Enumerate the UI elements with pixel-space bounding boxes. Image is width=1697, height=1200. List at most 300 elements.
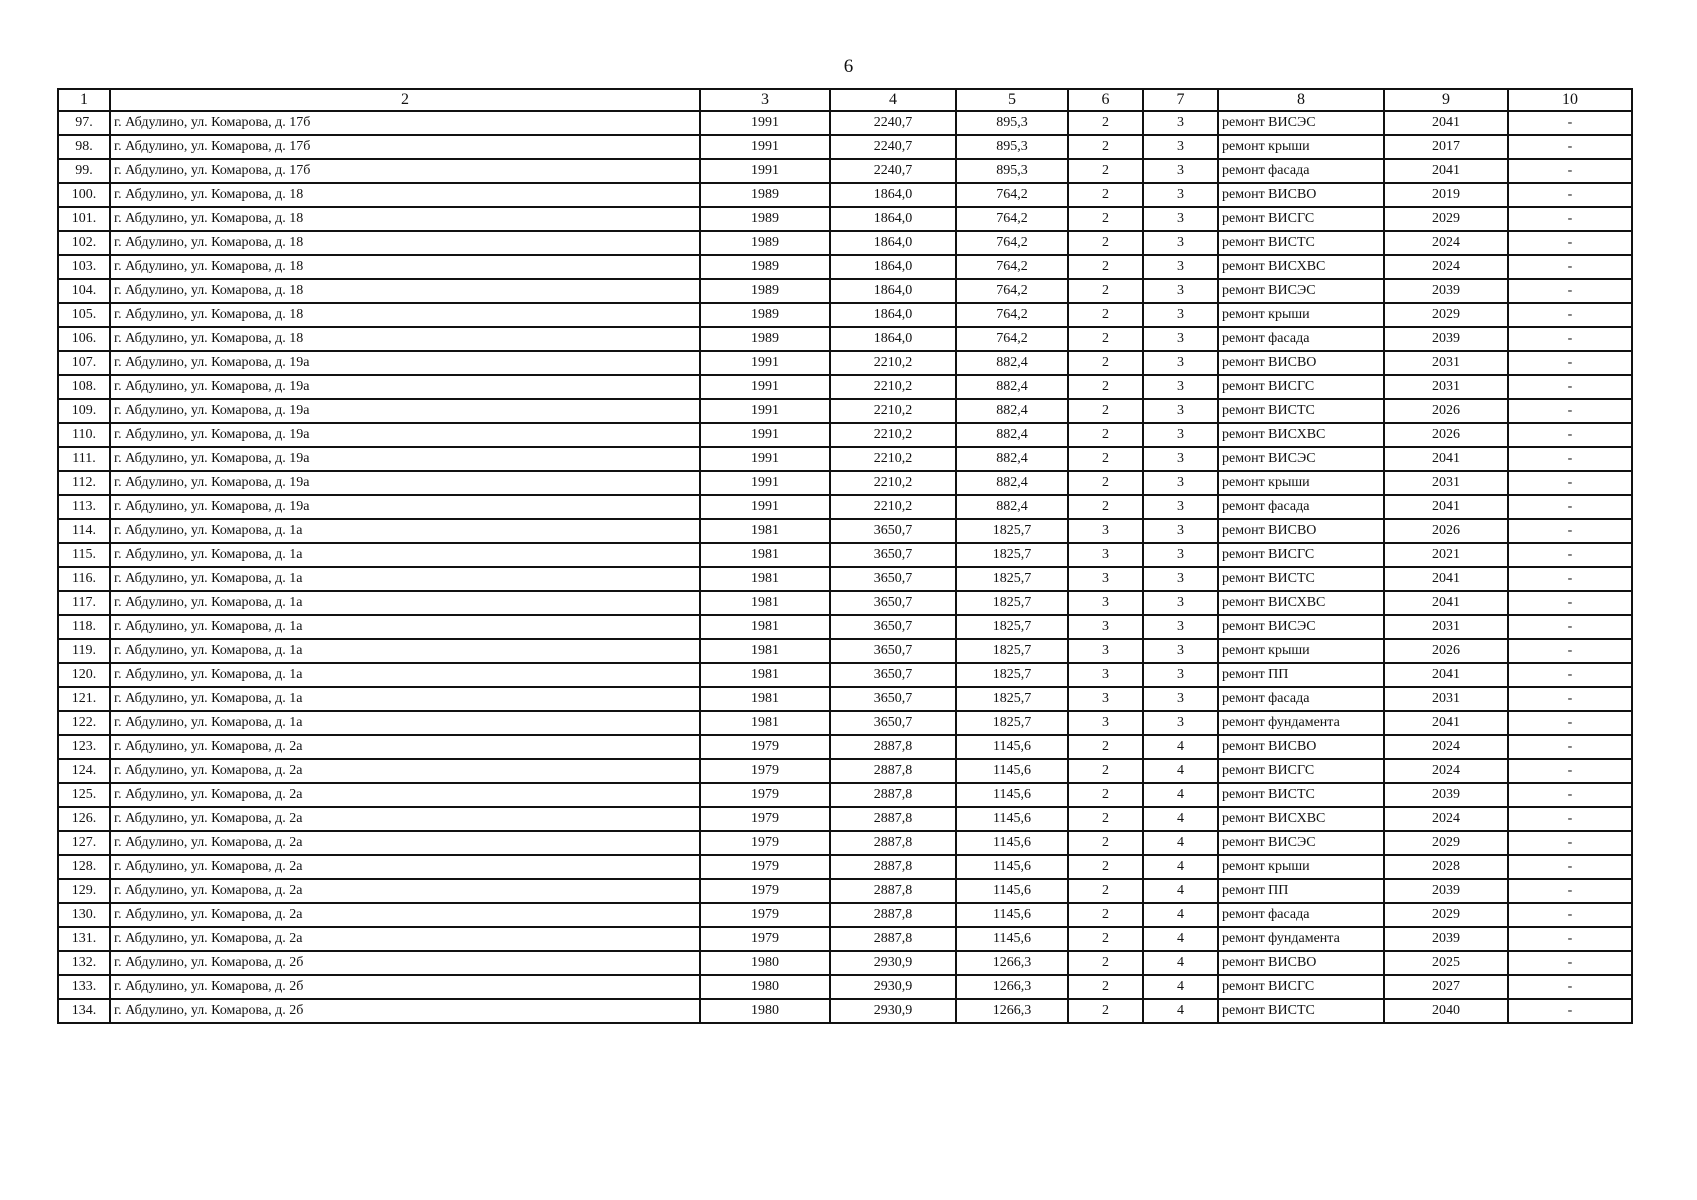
- work-type-cell: ремонт крыши: [1218, 303, 1384, 327]
- floors-col7-cell: 4: [1143, 975, 1218, 999]
- address-cell: г. Абдулино, ул. Комарова, д. 17б: [110, 159, 700, 183]
- floors-col6-cell: 3: [1068, 519, 1143, 543]
- note-cell: -: [1508, 207, 1632, 231]
- area-living-cell: 1825,7: [956, 711, 1068, 735]
- table-row: [58, 591, 1632, 615]
- work-type-cell: ремонт фундамента: [1218, 711, 1384, 735]
- table-body: [58, 111, 1632, 1023]
- work-type-cell: ремонт ПП: [1218, 879, 1384, 903]
- table-row: [58, 831, 1632, 855]
- note-cell: -: [1508, 567, 1632, 591]
- row-number-cell: 127.: [58, 831, 110, 855]
- floors-col7-cell: 4: [1143, 855, 1218, 879]
- floors-col6-cell: 2: [1068, 975, 1143, 999]
- floors-col6-cell: 2: [1068, 399, 1143, 423]
- year-cell: 1991: [700, 447, 830, 471]
- area-living-cell: 764,2: [956, 231, 1068, 255]
- area-total-cell: 2887,8: [830, 807, 956, 831]
- row-number-cell: 110.: [58, 423, 110, 447]
- table-row: [58, 519, 1632, 543]
- area-living-cell: 1825,7: [956, 663, 1068, 687]
- column-header-5: 5: [956, 89, 1068, 111]
- row-number-cell: 113.: [58, 495, 110, 519]
- plan-year-cell: 2024: [1384, 255, 1508, 279]
- floors-col7-cell: 3: [1143, 375, 1218, 399]
- row-number-cell: 108.: [58, 375, 110, 399]
- address-cell: г. Абдулино, ул. Комарова, д. 18: [110, 303, 700, 327]
- table-row: [58, 255, 1632, 279]
- table-row: [58, 111, 1632, 135]
- area-total-cell: 3650,7: [830, 519, 956, 543]
- address-cell: г. Абдулино, ул. Комарова, д. 2а: [110, 855, 700, 879]
- floors-col7-cell: 3: [1143, 543, 1218, 567]
- row-number-cell: 128.: [58, 855, 110, 879]
- data-table: [57, 88, 1633, 1024]
- area-total-cell: 3650,7: [830, 639, 956, 663]
- row-number-cell: 98.: [58, 135, 110, 159]
- floors-col7-cell: 3: [1143, 567, 1218, 591]
- work-type-cell: ремонт фасада: [1218, 495, 1384, 519]
- table-row: [58, 159, 1632, 183]
- floors-col7-cell: 3: [1143, 231, 1218, 255]
- table-row: [58, 327, 1632, 351]
- work-type-cell: ремонт ВИСГС: [1218, 759, 1384, 783]
- work-type-cell: ремонт ВИСВО: [1218, 951, 1384, 975]
- year-cell: 1989: [700, 207, 830, 231]
- address-cell: г. Абдулино, ул. Комарова, д. 19а: [110, 471, 700, 495]
- note-cell: -: [1508, 831, 1632, 855]
- year-cell: 1991: [700, 351, 830, 375]
- row-number-cell: 107.: [58, 351, 110, 375]
- plan-year-cell: 2039: [1384, 783, 1508, 807]
- floors-col6-cell: 2: [1068, 111, 1143, 135]
- area-total-cell: 1864,0: [830, 327, 956, 351]
- work-type-cell: ремонт ВИСТС: [1218, 999, 1384, 1023]
- note-cell: -: [1508, 183, 1632, 207]
- address-cell: г. Абдулино, ул. Комарова, д. 18: [110, 231, 700, 255]
- table-row: [58, 639, 1632, 663]
- floors-col7-cell: 4: [1143, 903, 1218, 927]
- note-cell: -: [1508, 495, 1632, 519]
- area-total-cell: 2930,9: [830, 951, 956, 975]
- year-cell: 1979: [700, 807, 830, 831]
- row-number-cell: 118.: [58, 615, 110, 639]
- work-type-cell: ремонт ВИСВО: [1218, 735, 1384, 759]
- area-total-cell: 2210,2: [830, 471, 956, 495]
- plan-year-cell: 2024: [1384, 735, 1508, 759]
- table-row: [58, 783, 1632, 807]
- address-cell: г. Абдулино, ул. Комарова, д. 2а: [110, 831, 700, 855]
- row-number-cell: 100.: [58, 183, 110, 207]
- plan-year-cell: 2021: [1384, 543, 1508, 567]
- note-cell: -: [1508, 375, 1632, 399]
- table-row: [58, 495, 1632, 519]
- address-cell: г. Абдулино, ул. Комарова, д. 2а: [110, 879, 700, 903]
- floors-col6-cell: 3: [1068, 567, 1143, 591]
- year-cell: 1981: [700, 639, 830, 663]
- plan-year-cell: 2017: [1384, 135, 1508, 159]
- area-total-cell: 1864,0: [830, 303, 956, 327]
- table-row: [58, 759, 1632, 783]
- address-cell: г. Абдулино, ул. Комарова, д. 18: [110, 279, 700, 303]
- plan-year-cell: 2041: [1384, 567, 1508, 591]
- column-header-7: 7: [1143, 89, 1218, 111]
- address-cell: г. Абдулино, ул. Комарова, д. 18: [110, 255, 700, 279]
- work-type-cell: ремонт ВИСХВС: [1218, 423, 1384, 447]
- area-total-cell: 1864,0: [830, 207, 956, 231]
- floors-col7-cell: 4: [1143, 927, 1218, 951]
- column-header-10: 10: [1508, 89, 1632, 111]
- floors-col6-cell: 3: [1068, 663, 1143, 687]
- area-living-cell: 764,2: [956, 327, 1068, 351]
- floors-col6-cell: 2: [1068, 735, 1143, 759]
- work-type-cell: ремонт крыши: [1218, 855, 1384, 879]
- floors-col6-cell: 2: [1068, 207, 1143, 231]
- table-row: [58, 711, 1632, 735]
- floors-col6-cell: 2: [1068, 351, 1143, 375]
- year-cell: 1989: [700, 183, 830, 207]
- plan-year-cell: 2031: [1384, 687, 1508, 711]
- work-type-cell: ремонт фасада: [1218, 159, 1384, 183]
- row-number-cell: 99.: [58, 159, 110, 183]
- floors-col7-cell: 3: [1143, 327, 1218, 351]
- floors-col6-cell: 2: [1068, 999, 1143, 1023]
- area-total-cell: 3650,7: [830, 663, 956, 687]
- column-header-1: 1: [58, 89, 110, 111]
- area-total-cell: 2887,8: [830, 927, 956, 951]
- note-cell: -: [1508, 663, 1632, 687]
- work-type-cell: ремонт ВИСВО: [1218, 183, 1384, 207]
- area-total-cell: 3650,7: [830, 615, 956, 639]
- plan-year-cell: 2031: [1384, 375, 1508, 399]
- floors-col6-cell: 2: [1068, 951, 1143, 975]
- address-cell: г. Абдулино, ул. Комарова, д. 1а: [110, 591, 700, 615]
- floors-col7-cell: 4: [1143, 999, 1218, 1023]
- year-cell: 1981: [700, 711, 830, 735]
- row-number-cell: 101.: [58, 207, 110, 231]
- floors-col6-cell: 2: [1068, 183, 1143, 207]
- plan-year-cell: 2040: [1384, 999, 1508, 1023]
- year-cell: 1981: [700, 567, 830, 591]
- plan-year-cell: 2041: [1384, 711, 1508, 735]
- plan-year-cell: 2039: [1384, 927, 1508, 951]
- plan-year-cell: 2024: [1384, 231, 1508, 255]
- note-cell: -: [1508, 951, 1632, 975]
- work-type-cell: ремонт ВИСВО: [1218, 519, 1384, 543]
- area-total-cell: 1864,0: [830, 279, 956, 303]
- plan-year-cell: 2026: [1384, 399, 1508, 423]
- area-living-cell: 882,4: [956, 399, 1068, 423]
- area-total-cell: 2210,2: [830, 351, 956, 375]
- table-row: [58, 615, 1632, 639]
- table-row: [58, 471, 1632, 495]
- note-cell: -: [1508, 759, 1632, 783]
- area-total-cell: 2887,8: [830, 831, 956, 855]
- table-row: [58, 399, 1632, 423]
- address-cell: г. Абдулино, ул. Комарова, д. 18: [110, 183, 700, 207]
- floors-col6-cell: 2: [1068, 927, 1143, 951]
- floors-col6-cell: 2: [1068, 807, 1143, 831]
- floors-col7-cell: 4: [1143, 783, 1218, 807]
- row-number-cell: 97.: [58, 111, 110, 135]
- area-total-cell: 2887,8: [830, 855, 956, 879]
- address-cell: г. Абдулино, ул. Комарова, д. 2а: [110, 927, 700, 951]
- address-cell: г. Абдулино, ул. Комарова, д. 19а: [110, 375, 700, 399]
- work-type-cell: ремонт ВИСЭС: [1218, 615, 1384, 639]
- plan-year-cell: 2031: [1384, 351, 1508, 375]
- table-row: [58, 951, 1632, 975]
- note-cell: -: [1508, 279, 1632, 303]
- address-cell: г. Абдулино, ул. Комарова, д. 1а: [110, 519, 700, 543]
- plan-year-cell: 2029: [1384, 303, 1508, 327]
- year-cell: 1979: [700, 783, 830, 807]
- year-cell: 1989: [700, 231, 830, 255]
- work-type-cell: ремонт ВИСГС: [1218, 207, 1384, 231]
- table-row: [58, 975, 1632, 999]
- work-type-cell: ремонт ВИСХВС: [1218, 807, 1384, 831]
- plan-year-cell: 2027: [1384, 975, 1508, 999]
- area-living-cell: 1825,7: [956, 591, 1068, 615]
- area-living-cell: 1145,6: [956, 831, 1068, 855]
- floors-col6-cell: 3: [1068, 543, 1143, 567]
- column-header-4: 4: [830, 89, 956, 111]
- row-number-cell: 125.: [58, 783, 110, 807]
- floors-col7-cell: 3: [1143, 111, 1218, 135]
- row-number-cell: 115.: [58, 543, 110, 567]
- floors-col7-cell: 4: [1143, 759, 1218, 783]
- note-cell: -: [1508, 975, 1632, 999]
- note-cell: -: [1508, 351, 1632, 375]
- area-living-cell: 1145,6: [956, 759, 1068, 783]
- area-living-cell: 882,4: [956, 495, 1068, 519]
- year-cell: 1979: [700, 927, 830, 951]
- area-living-cell: 764,2: [956, 207, 1068, 231]
- column-header-2: 2: [110, 89, 700, 111]
- column-header-6: 6: [1068, 89, 1143, 111]
- plan-year-cell: 2039: [1384, 879, 1508, 903]
- row-number-cell: 104.: [58, 279, 110, 303]
- note-cell: -: [1508, 879, 1632, 903]
- year-cell: 1981: [700, 543, 830, 567]
- area-living-cell: 764,2: [956, 255, 1068, 279]
- floors-col7-cell: 4: [1143, 879, 1218, 903]
- year-cell: 1989: [700, 303, 830, 327]
- area-total-cell: 2210,2: [830, 423, 956, 447]
- row-number-cell: 103.: [58, 255, 110, 279]
- address-cell: г. Абдулино, ул. Комарова, д. 2а: [110, 759, 700, 783]
- note-cell: -: [1508, 423, 1632, 447]
- note-cell: -: [1508, 399, 1632, 423]
- note-cell: -: [1508, 807, 1632, 831]
- year-cell: 1991: [700, 495, 830, 519]
- work-type-cell: ремонт ВИСЭС: [1218, 447, 1384, 471]
- floors-col6-cell: 2: [1068, 159, 1143, 183]
- area-living-cell: 882,4: [956, 423, 1068, 447]
- area-total-cell: 3650,7: [830, 591, 956, 615]
- floors-col6-cell: 2: [1068, 327, 1143, 351]
- page-number: 6: [843, 56, 854, 77]
- table-row: [58, 135, 1632, 159]
- area-living-cell: 895,3: [956, 159, 1068, 183]
- work-type-cell: ремонт ВИСТС: [1218, 231, 1384, 255]
- row-number-cell: 106.: [58, 327, 110, 351]
- work-type-cell: ремонт фундамента: [1218, 927, 1384, 951]
- floors-col6-cell: 2: [1068, 231, 1143, 255]
- address-cell: г. Абдулино, ул. Комарова, д. 1а: [110, 687, 700, 711]
- note-cell: -: [1508, 255, 1632, 279]
- note-cell: -: [1508, 231, 1632, 255]
- table-row: [58, 543, 1632, 567]
- address-cell: г. Абдулино, ул. Комарова, д. 2б: [110, 951, 700, 975]
- note-cell: -: [1508, 711, 1632, 735]
- floors-col7-cell: 3: [1143, 639, 1218, 663]
- row-number-cell: 124.: [58, 759, 110, 783]
- floors-col7-cell: 3: [1143, 495, 1218, 519]
- note-cell: -: [1508, 159, 1632, 183]
- year-cell: 1991: [700, 135, 830, 159]
- plan-year-cell: 2041: [1384, 159, 1508, 183]
- area-total-cell: 2240,7: [830, 135, 956, 159]
- floors-col6-cell: 2: [1068, 879, 1143, 903]
- row-number-cell: 129.: [58, 879, 110, 903]
- floors-col7-cell: 3: [1143, 279, 1218, 303]
- floors-col6-cell: 2: [1068, 855, 1143, 879]
- plan-year-cell: 2024: [1384, 759, 1508, 783]
- floors-col6-cell: 3: [1068, 687, 1143, 711]
- floors-col6-cell: 2: [1068, 375, 1143, 399]
- work-type-cell: ремонт ВИСЭС: [1218, 279, 1384, 303]
- row-number-cell: 112.: [58, 471, 110, 495]
- table-row: [58, 207, 1632, 231]
- floors-col7-cell: 3: [1143, 399, 1218, 423]
- area-total-cell: 2210,2: [830, 375, 956, 399]
- year-cell: 1979: [700, 735, 830, 759]
- work-type-cell: ремонт ВИСЭС: [1218, 111, 1384, 135]
- floors-col7-cell: 3: [1143, 183, 1218, 207]
- area-living-cell: 764,2: [956, 279, 1068, 303]
- work-type-cell: ремонт ПП: [1218, 663, 1384, 687]
- address-cell: г. Абдулино, ул. Комарова, д. 19а: [110, 447, 700, 471]
- area-total-cell: 3650,7: [830, 687, 956, 711]
- address-cell: г. Абдулино, ул. Комарова, д. 18: [110, 327, 700, 351]
- plan-year-cell: 2041: [1384, 663, 1508, 687]
- floors-col7-cell: 3: [1143, 135, 1218, 159]
- year-cell: 1980: [700, 975, 830, 999]
- plan-year-cell: 2028: [1384, 855, 1508, 879]
- row-number-cell: 119.: [58, 639, 110, 663]
- plan-year-cell: 2029: [1384, 207, 1508, 231]
- floors-col7-cell: 3: [1143, 663, 1218, 687]
- area-living-cell: 764,2: [956, 183, 1068, 207]
- floors-col6-cell: 2: [1068, 447, 1143, 471]
- floors-col6-cell: 3: [1068, 591, 1143, 615]
- table-row: [58, 879, 1632, 903]
- work-type-cell: ремонт ВИСЭС: [1218, 831, 1384, 855]
- address-cell: г. Абдулино, ул. Комарова, д. 19а: [110, 423, 700, 447]
- floors-col6-cell: 2: [1068, 903, 1143, 927]
- plan-year-cell: 2019: [1384, 183, 1508, 207]
- address-cell: г. Абдулино, ул. Комарова, д. 2а: [110, 807, 700, 831]
- note-cell: -: [1508, 135, 1632, 159]
- work-type-cell: ремонт фасада: [1218, 327, 1384, 351]
- note-cell: -: [1508, 903, 1632, 927]
- area-total-cell: 1864,0: [830, 231, 956, 255]
- year-cell: 1979: [700, 879, 830, 903]
- address-cell: г. Абдулино, ул. Комарова, д. 2б: [110, 999, 700, 1023]
- area-total-cell: 1864,0: [830, 255, 956, 279]
- row-number-cell: 122.: [58, 711, 110, 735]
- work-type-cell: ремонт ВИСХВС: [1218, 591, 1384, 615]
- area-living-cell: 1825,7: [956, 567, 1068, 591]
- year-cell: 1991: [700, 471, 830, 495]
- row-number-cell: 116.: [58, 567, 110, 591]
- area-living-cell: 1825,7: [956, 687, 1068, 711]
- plan-year-cell: 2039: [1384, 327, 1508, 351]
- row-number-cell: 105.: [58, 303, 110, 327]
- work-type-cell: ремонт ВИСГС: [1218, 543, 1384, 567]
- row-number-cell: 121.: [58, 687, 110, 711]
- area-living-cell: 1266,3: [956, 975, 1068, 999]
- floors-col6-cell: 2: [1068, 831, 1143, 855]
- row-number-cell: 131.: [58, 927, 110, 951]
- row-number-cell: 130.: [58, 903, 110, 927]
- note-cell: -: [1508, 927, 1632, 951]
- note-cell: -: [1508, 783, 1632, 807]
- area-living-cell: 1266,3: [956, 951, 1068, 975]
- area-living-cell: 1266,3: [956, 999, 1068, 1023]
- row-number-cell: 126.: [58, 807, 110, 831]
- table-row: [58, 351, 1632, 375]
- year-cell: 1981: [700, 687, 830, 711]
- floors-col7-cell: 3: [1143, 471, 1218, 495]
- plan-year-cell: 2031: [1384, 471, 1508, 495]
- work-type-cell: ремонт ВИСТС: [1218, 567, 1384, 591]
- floors-col6-cell: 2: [1068, 303, 1143, 327]
- plan-year-cell: 2041: [1384, 111, 1508, 135]
- address-cell: г. Абдулино, ул. Комарова, д. 1а: [110, 615, 700, 639]
- floors-col6-cell: 2: [1068, 423, 1143, 447]
- floors-col6-cell: 2: [1068, 255, 1143, 279]
- area-living-cell: 1825,7: [956, 615, 1068, 639]
- year-cell: 1981: [700, 591, 830, 615]
- work-type-cell: ремонт ВИСТС: [1218, 783, 1384, 807]
- address-cell: г. Абдулино, ул. Комарова, д. 1а: [110, 567, 700, 591]
- floors-col6-cell: 3: [1068, 711, 1143, 735]
- row-number-cell: 120.: [58, 663, 110, 687]
- note-cell: -: [1508, 999, 1632, 1023]
- table-row: [58, 375, 1632, 399]
- work-type-cell: ремонт крыши: [1218, 471, 1384, 495]
- row-number-cell: 134.: [58, 999, 110, 1023]
- year-cell: 1981: [700, 615, 830, 639]
- table-row: [58, 999, 1632, 1023]
- address-cell: г. Абдулино, ул. Комарова, д. 1а: [110, 543, 700, 567]
- work-type-cell: ремонт ВИСВО: [1218, 351, 1384, 375]
- address-cell: г. Абдулино, ул. Комарова, д. 19а: [110, 495, 700, 519]
- year-cell: 1979: [700, 903, 830, 927]
- floors-col6-cell: 2: [1068, 495, 1143, 519]
- work-type-cell: ремонт ВИСГС: [1218, 975, 1384, 999]
- year-cell: 1979: [700, 759, 830, 783]
- work-type-cell: ремонт ВИСТС: [1218, 399, 1384, 423]
- note-cell: -: [1508, 615, 1632, 639]
- table-row: [58, 423, 1632, 447]
- area-living-cell: 1145,6: [956, 855, 1068, 879]
- table-row: [58, 927, 1632, 951]
- address-cell: г. Абдулино, ул. Комарова, д. 18: [110, 207, 700, 231]
- address-cell: г. Абдулино, ул. Комарова, д. 17б: [110, 135, 700, 159]
- note-cell: -: [1508, 543, 1632, 567]
